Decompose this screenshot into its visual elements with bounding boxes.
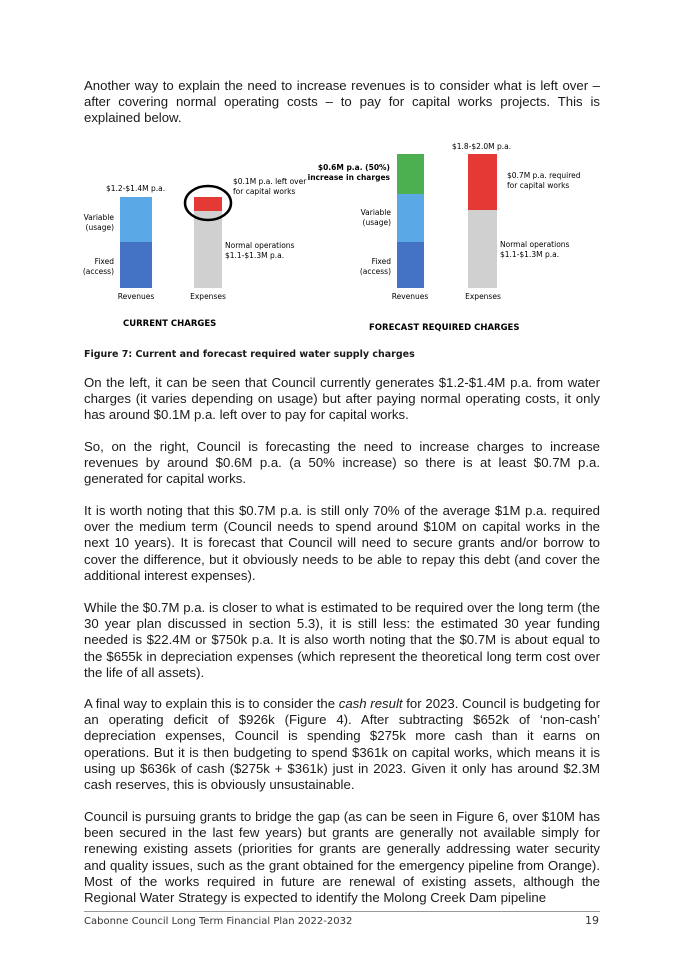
paragraph-5-end: for 2023. Council is budgeting for an operating deficit of $926k (Figure 4). After subtracting $652k of ‘non-cash’ depreciation expenses, Council is spending $275k more cash than it earns on operations. But it is then budgeting to spend $361k on capital works, which means it is using up $636k of cash ($275k + $361k) just in 2023. Given it only has around $2.3M cash reserves, this is obviously unsustainable. xyxy=(84,696,600,793)
current-normal-ops-bar xyxy=(194,211,222,288)
current-fixed-label-1: Fixed xyxy=(94,257,114,266)
forecast-expenses-label: Expenses xyxy=(465,292,501,301)
forecast-fixed-bar xyxy=(397,242,424,288)
forecast-exp-total-label: $1.8-$2.0M p.a. xyxy=(452,142,512,151)
footer-document-title: Cabonne Council Long Term Financial Plan 2022-2032 xyxy=(84,916,353,927)
paragraph-3: It is worth noting that this $0.7M p.a. is still only 70% of the average $1M p.a. required over the medium term (Council needs to spend around $10M on capital works in the next 10 years). It is forecast that Council will need to secure grants and/or borrow to cover the difference, but it obviously needs to be able to repay this debt (and cover the additional interest expenses). xyxy=(84,503,600,583)
forecast-required-label-2: for capital works xyxy=(507,181,570,190)
current-variable-label-2: (usage) xyxy=(85,223,114,232)
forecast-increase-label-1: $0.6M p.a. (50%) xyxy=(317,163,390,172)
forecast-increase-bar xyxy=(397,154,424,194)
forecast-charges-title: FORECAST REQUIRED CHARGES xyxy=(369,323,520,333)
current-normal-label-1: Normal operations xyxy=(225,241,295,250)
paragraph-2: So, on the right, Council is forecasting the need to increase charges to increase revenues by around $0.6M p.a. (a 50% increase) so there is at least $0.7M p.a. generated for capital works. xyxy=(84,439,600,487)
paragraph-1: On the left, it can be seen that Council currently generates $1.2-$1.4M p.a. from water charges (it varies depending on usage) but after paying normal operating costs, it only has around $0.1M p.a. left over to pay for capital works. xyxy=(84,375,600,423)
forecast-normal-label-1: Normal operations xyxy=(500,240,570,249)
current-revenues-label: Revenues xyxy=(117,292,155,301)
charges-figure xyxy=(80,140,581,340)
current-capital-bar xyxy=(194,197,222,211)
forecast-capital-bar xyxy=(468,154,497,210)
intro-paragraph: Another way to explain the need to increase revenues is to consider what is left over – after covering normal operating costs – to pay for capital works projects. This is explained below. xyxy=(84,78,600,126)
forecast-normal-label-2: $1.1-$1.3M p.a. xyxy=(500,250,560,259)
current-leftover-label-2: for capital works xyxy=(233,187,296,196)
footer-divider xyxy=(84,911,600,912)
current-rev-total-label: $1.2-$1.4M p.a. xyxy=(106,184,166,193)
paragraph-4: While the $0.7M p.a. is closer to what is estimated to be required over the long term (the 30 year plan discussed in section 5.3), it is still less: the estimated 30 year funding needed is $22.4M or $750k p.a. It is also worth noting that the $0.7M is about equal to the $655k in depreciation expenses (which represent the theoretical long term cost over the life of all assets). xyxy=(84,600,600,680)
forecast-revenues-label: Revenues xyxy=(391,292,429,301)
cash-result-emphasis: cash result xyxy=(338,696,403,711)
current-normal-label-2: $1.1-$1.3M p.a. xyxy=(225,251,285,260)
forecast-required-label-1: $0.7M p.a. required xyxy=(507,171,581,180)
forecast-variable-label-1: Variable xyxy=(360,208,391,217)
forecast-fixed-label-1: Fixed xyxy=(371,257,391,266)
forecast-fixed-label-2: (access) xyxy=(359,267,391,276)
current-variable-bar xyxy=(120,197,152,242)
paragraph-5-start: A final way to explain this is to consider the xyxy=(84,696,339,711)
current-charges-title: CURRENT CHARGES xyxy=(123,319,217,329)
current-variable-label-1: Variable xyxy=(83,213,114,222)
current-fixed-bar xyxy=(120,242,152,288)
forecast-increase-label-2: increase in charges xyxy=(307,173,390,182)
forecast-variable-label-2: (usage) xyxy=(362,218,391,227)
current-leftover-label-1: $0.1M p.a. left over xyxy=(233,177,307,186)
forecast-normal-ops-bar xyxy=(468,210,497,288)
current-expenses-label: Expenses xyxy=(190,292,226,301)
forecast-variable-bar xyxy=(397,194,424,242)
page-number: 19 xyxy=(585,914,599,927)
current-fixed-label-2: (access) xyxy=(82,267,114,276)
paragraph-6: Council is pursuing grants to bridge the gap (as can be seen in Figure 6, over $10M has been secured in the last few years) but grants are generally not available simply for renewing existing assets (priorities for grants are generally addressing water security and quality issues, such as the grant obtained for the emergency pipeline from Orange). Most of the works required in future are renewal of existing assets, although the Regional Water Strategy is expected to identify the Molong Creek Dam pipeline xyxy=(84,809,600,906)
figure-caption: Figure 7: Current and forecast required water supply charges xyxy=(84,349,415,360)
paragraph-5 xyxy=(84,696,600,793)
